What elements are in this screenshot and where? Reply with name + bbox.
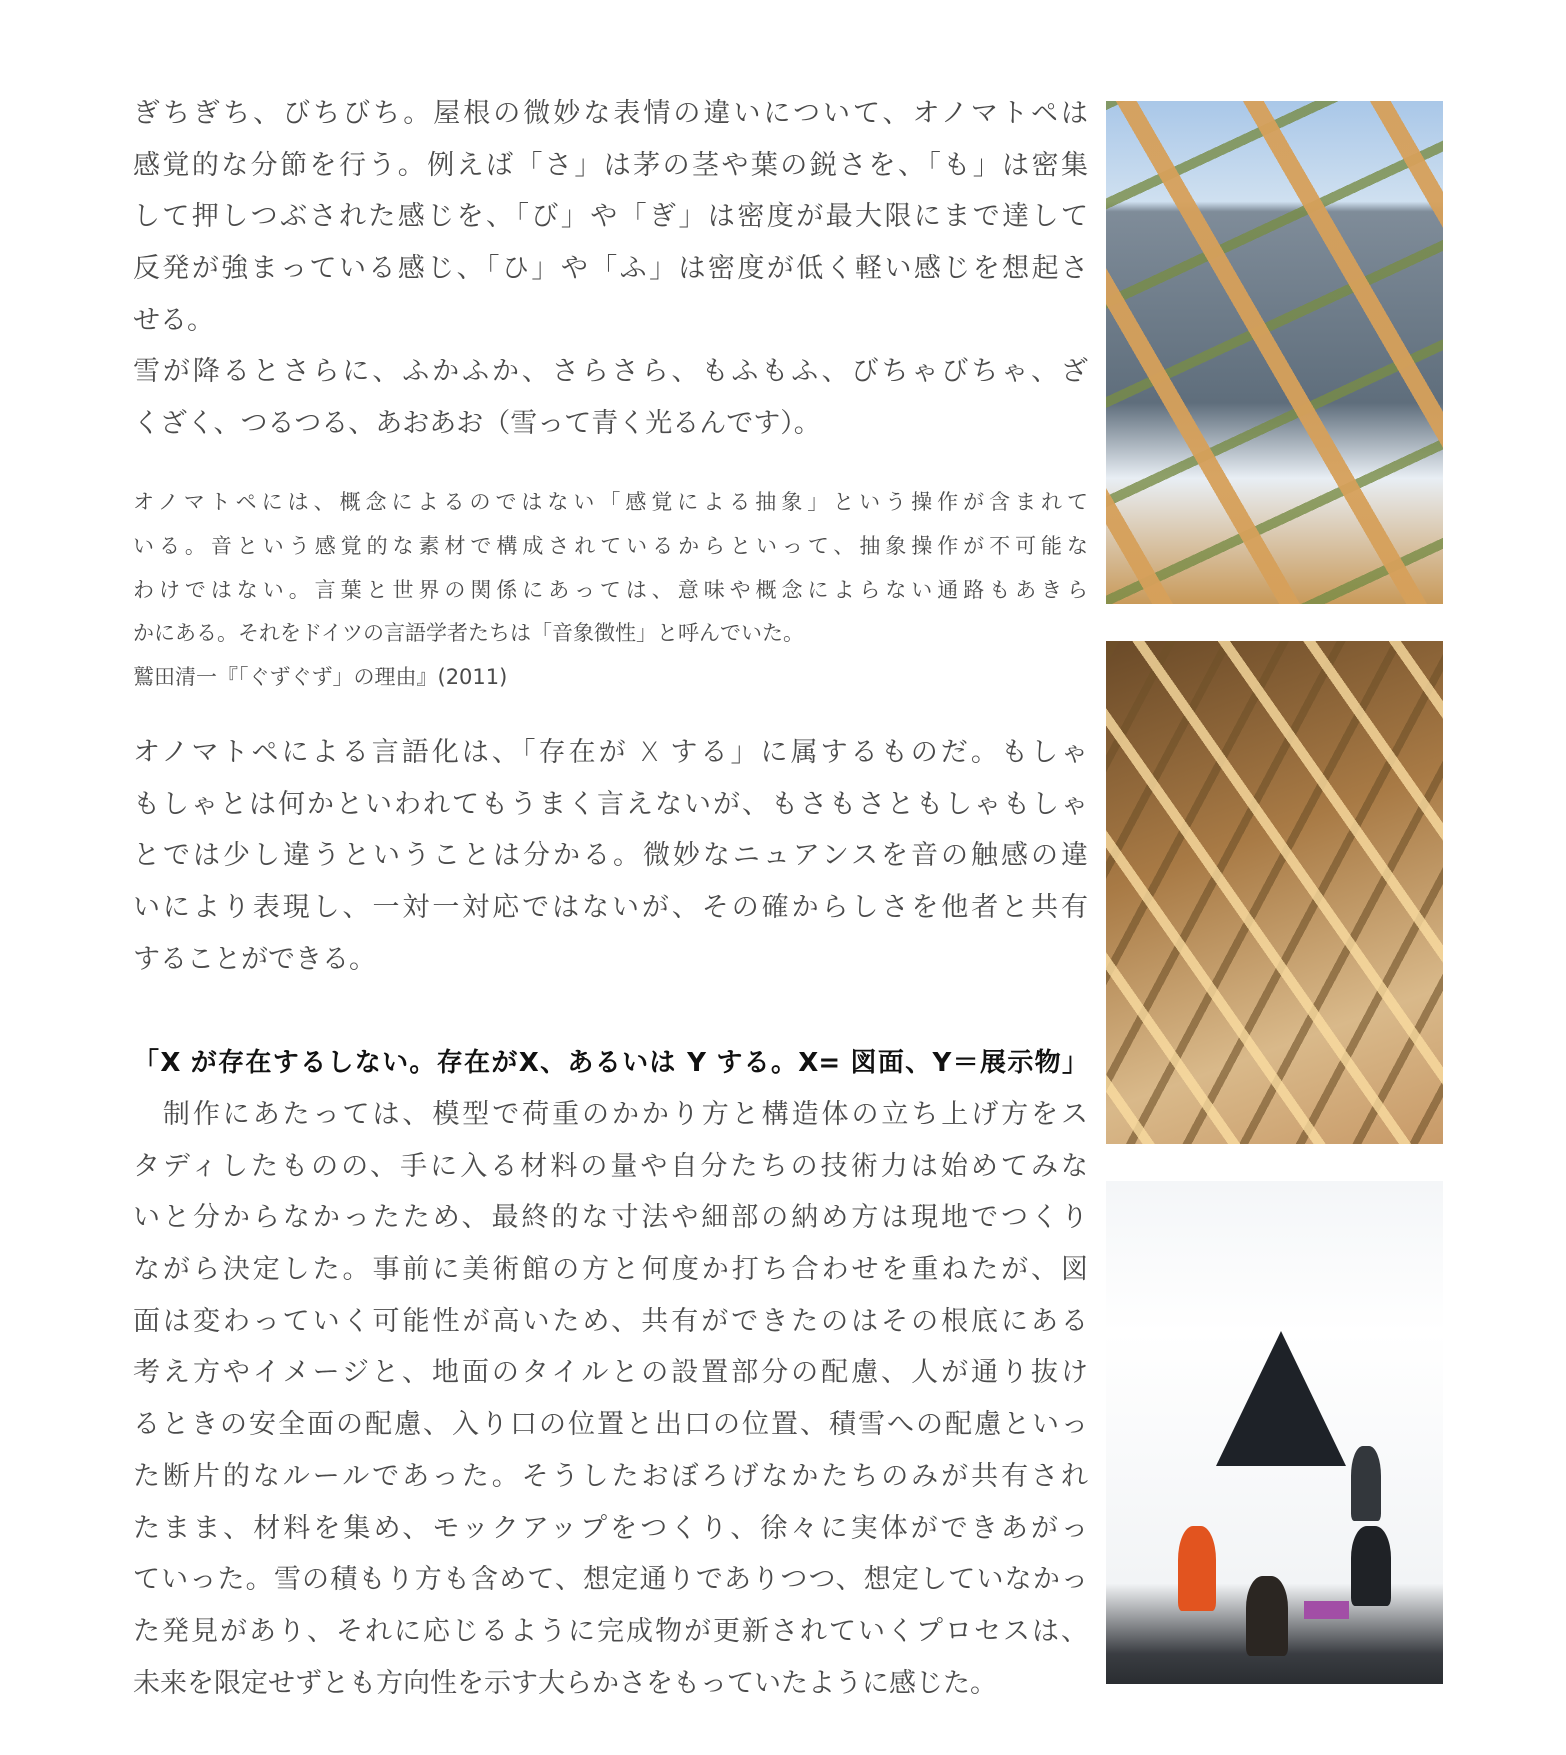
text-line: るときの安全面の配慮、入り口の位置と出口の位置、積雪への配慮といっ [133,1409,1088,1441]
photo-construction-workers [1106,101,1443,604]
photo-snow-covered-structure [1106,1181,1443,1684]
text-line: ながら決定した。事前に美術館の方と何度か打ち合わせを重ねたが、図 [133,1254,1088,1286]
person-figure [1351,1446,1381,1521]
person-figure [1178,1526,1216,1611]
text-line: することができる。 [133,943,376,975]
text-line: ていった。雪の積もり方も含めて、想定通りでありつつ、想定していなかっ [133,1564,1088,1596]
snow-shovel [1304,1601,1349,1619]
quote-block [133,481,1088,700]
citation: 鷲田清一『「ぐずぐず」の理由』(2011) [133,665,508,690]
paragraph-onomatopoeia [133,88,1088,450]
text-line: たまま、材料を集め、モックアップをつくり、徐々に実体ができあがっ [133,1512,1088,1544]
text-line: 反発が強まっている感じ、「ひ」や「ふ」は密度が低く軽い感じを想起さ [133,253,1088,285]
paragraph-production [133,1089,1088,1709]
quote-line: いる。音という感覚的な素材で構成されているからといって、抽象操作が不可能な [133,533,1088,558]
section-heading-wrap [133,1037,1088,1089]
photo-bamboo-tunnel-interior [1106,641,1443,1144]
text-line: くざく、つるつる、あおあお（雪って青く光るんです）。 [133,408,821,440]
text-line: もしゃとは何かといわれてもうまく言えないが、もさもさともしゃもしゃ [133,788,1088,820]
tunnel-entrance-shape [1216,1331,1346,1466]
text-line: 制作にあたっては、模型で荷重のかかり方と構造体の立ち上げ方をス [133,1099,1088,1130]
text-line: ぎちぎち、びちびち。屋根の微妙な表情の違いについて、オノマトペは [133,98,1088,129]
text-line: 考え方やイメージと、地面のタイルとの設置部分の配慮、人が通り抜け [133,1357,1088,1389]
text-line: た発見があり、それに応じるように完成物が更新されていくプロセスは、 [133,1615,1088,1647]
text-line: 面は変わっていく可能性が高いため、共有ができたのはその根底にある [133,1305,1088,1337]
text-line: 雪が降るとさらに、ふかふか、さらさら、もふもふ、びちゃびちゃ、ざ [133,356,1088,388]
quote-line: わけではない。言葉と世界の関係にあっては、意味や概念によらない通路もあきら [133,577,1088,602]
text-line: せる。 [133,304,214,336]
text-line: オノマトペによる言語化は、「存在が X する」に属するものだ。もしゃ [133,737,1088,768]
text-line: いにより表現し、一対一対応ではないが、その確からしさを他者と共有 [133,892,1088,924]
text-line: 未来を限定せずとも方向性を示す大らかさをもっていたように感じた。 [133,1667,997,1699]
person-figure [1246,1576,1288,1656]
person-figure [1351,1526,1391,1606]
quote-line: かにある。それをドイツの言語学者たちは「音象徴性」と呼んでいた。 [133,621,804,646]
quote-line: オノマトペには、概念によるのではない「感覚による抽象」という操作が含まれて [133,490,1088,514]
text-line: して押しつぶされた感じを、「び」や「ぎ」は密度が最大限にまで達して [133,201,1088,233]
section-heading: 「X が存在するしない。存在がX、あるいは Y する。X= 図面、Y＝展示物」 [133,1048,1088,1078]
paragraph-verbalization [133,727,1088,985]
text-line: とでは少し違うということは分かる。微妙なニュアンスを音の触感の違 [133,840,1088,872]
text-line: た断片的なルールであった。そうしたおぼろげなかたちのみが共有され [133,1460,1088,1492]
text-line: いと分からなかったため、最終的な寸法や細部の納め方は現地でつくり [133,1202,1088,1234]
text-line: タディしたものの、手に入る材料の量や自分たちの技術力は始めてみな [133,1150,1088,1182]
text-line: 感覚的な分節を行う。例えば「さ」は茅の茎や葉の鋭さを、「も」は密集 [133,149,1088,181]
